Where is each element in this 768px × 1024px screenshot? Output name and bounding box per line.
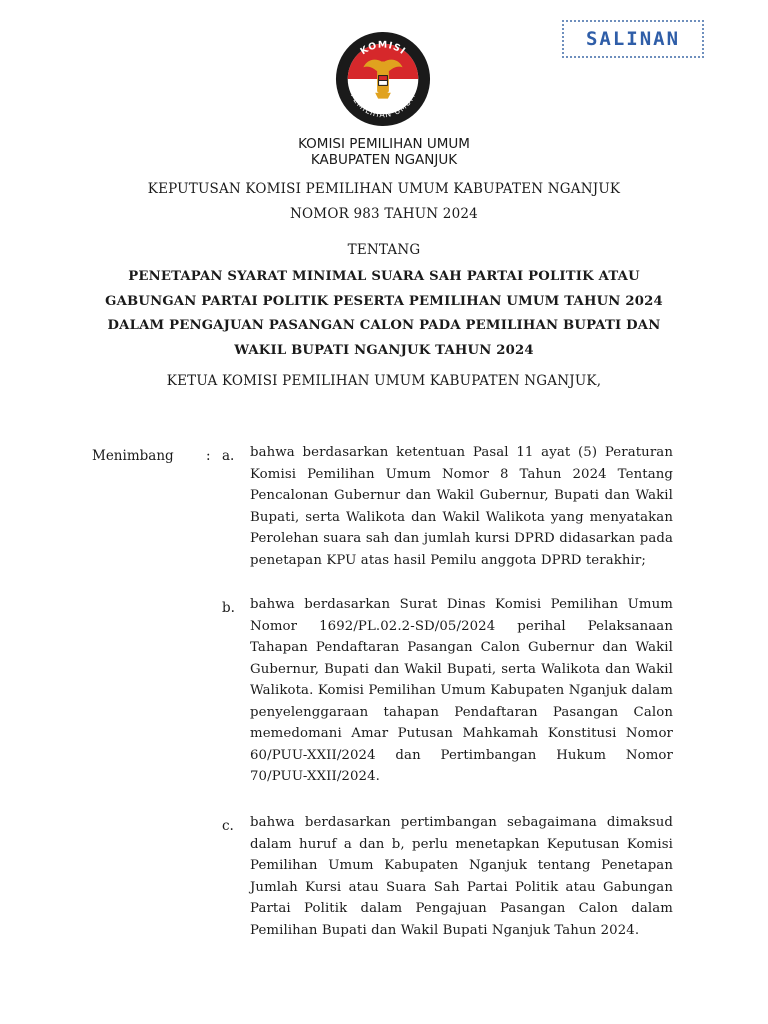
salinan-stamp <box>562 20 704 58</box>
logo-bottom-text: PEMILIHAN UMUM <box>348 91 418 120</box>
item-marker-a: a. <box>222 448 235 464</box>
decision-number: NOMOR 983 TAHUN 2024 <box>290 206 478 222</box>
considering-item-b: bahwa berdasarkan Surat Dinas Komisi Pemilihan Umum Nomor 1692/PL.02.2-SD/05/2024 perihal Pelaksanaan Tahapan Pendaftaran Pasangan Calon Gubernur dan Wakil Gubernur, Bupati dan Wakil Bupati, serta Walikota dan Wakil Walikota. Komisi Pemilihan Umum Kabupaten Nganjuk dalam penyelenggaraan tahapan Pendaftaran Pasangan Calon memedomani Amar Putusan Mahkamah Konstitusi Nomor 60/PUU-XXII/2024 dan Pertimbangan Hukum Nomor 70/PUU-XXII/2024. <box>250 597 673 784</box>
subject-line: GABUNGAN PARTAI POLITIK PESERTA PEMILIHAN UMUM TAHUN 2024 <box>105 293 663 309</box>
considering-item-c: bahwa berdasarkan pertimbangan sebagaimana dimaksud dalam huruf a dan b, perlu menetapkan Keputusan Komisi Pemilihan Umum Kabupaten Nganjuk tentang Penetapan Jumlah Kursi atau Suara Sah Partai Politik atau Gabungan Partai Politik dalam Pengajuan Pasangan Calon dalam Pemilihan Bupati dan Wakil Bupati Nganjuk Tahun 2024. <box>250 815 673 938</box>
kpu-emblem-icon <box>334 30 432 128</box>
subject-line: PENETAPAN SYARAT MINIMAL SUARA SAH PARTAI POLITIK ATAU <box>128 269 640 284</box>
decision-subject <box>0 265 768 363</box>
considering-item-a: bahwa berdasarkan ketentuan Pasal 11 ayat (5) Peraturan Komisi Pemilihan Umum Nomor 8 Tahun 2024 Tentang Pencalonan Gubernur dan Wakil Gubernur, Bupati dan Wakil Bupati, serta Walikota dan Wakil Walikota yang menyatakan Perolehan suara sah dan jumlah kursi DPRD didasarkan pada penetapan KPU atas hasil Pemilu anggota DPRD terakhir; <box>250 445 673 568</box>
org-region: KABUPATEN NGANJUK <box>310 152 458 168</box>
stamp-label: SALINAN <box>585 28 681 50</box>
org-name: KOMISI PEMILIHAN UMUM <box>298 136 470 152</box>
considering-label: Menimbang <box>92 448 174 464</box>
item-marker-c: c. <box>222 818 234 834</box>
subject-line: DALAM PENGAJUAN PASANGAN CALON PADA PEMILIHAN BUPATI DAN <box>107 318 661 333</box>
item-marker-b: b. <box>222 600 235 616</box>
decision-title: KEPUTUSAN KOMISI PEMILIHAN UMUM KABUPATEN NGANJUK <box>147 181 621 197</box>
chairman-line: KETUA KOMISI PEMILIHAN UMUM KABUPATEN NGANJUK, <box>166 373 602 389</box>
about-label: TENTANG <box>347 242 421 258</box>
logo-top-text: KOMISI <box>358 39 408 58</box>
subject-line: WAKIL BUPATI NGANJUK TAHUN 2024 <box>234 342 534 358</box>
considering-colon: : <box>206 448 211 464</box>
